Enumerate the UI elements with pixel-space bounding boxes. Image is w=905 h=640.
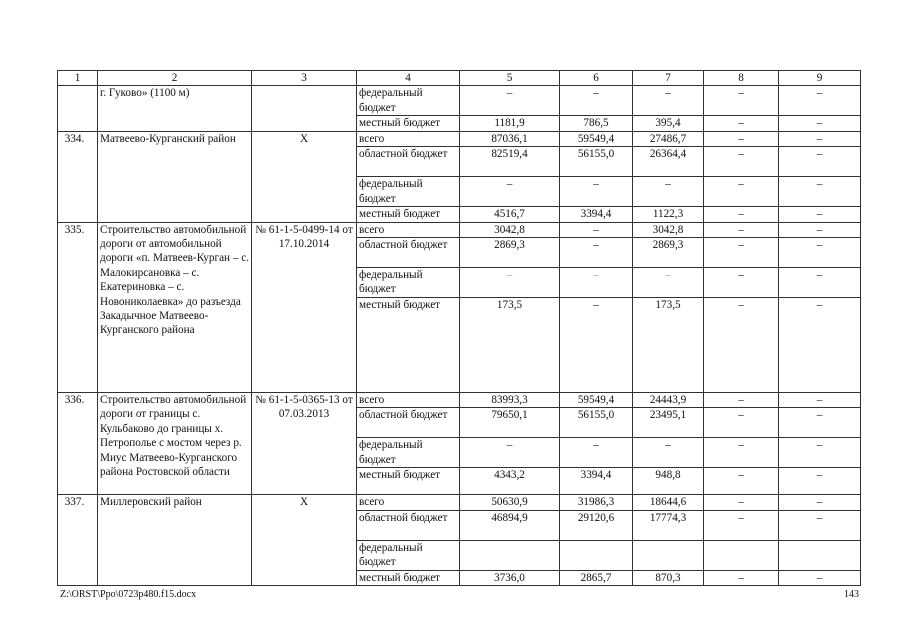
value-cell-5: 87036,1	[460, 131, 560, 146]
budget-table	[57, 70, 861, 586]
value-cell-9: –	[779, 268, 861, 298]
budget-source-label: федеральный бюджет	[357, 540, 460, 570]
item-document	[252, 86, 357, 131]
value-cell-5: 83993,3	[460, 393, 560, 408]
value-cell-8: –	[704, 393, 779, 408]
value-cell-7	[633, 540, 704, 570]
budget-source-label: всего	[357, 495, 460, 510]
value-cell-9: –	[779, 408, 861, 438]
budget-source-label: всего	[357, 393, 460, 408]
value-cell-8: –	[704, 495, 779, 510]
value-cell-6: 59549,4	[560, 393, 633, 408]
value-cell-7: 27486,7	[633, 131, 704, 146]
table-row	[58, 495, 861, 510]
budget-source-label: всего	[357, 131, 460, 146]
column-header: 6	[560, 71, 633, 86]
value-cell-7: 2869,3	[633, 238, 704, 268]
value-cell-8: –	[704, 147, 779, 177]
column-header: 9	[779, 71, 861, 86]
value-cell-5: –	[460, 177, 560, 207]
value-cell-7: 173,5	[633, 298, 704, 393]
column-header: 4	[357, 71, 460, 86]
value-cell-7: 948,8	[633, 468, 704, 495]
budget-source-label: местный бюджет	[357, 468, 460, 495]
budget-source-label: местный бюджет	[357, 116, 460, 131]
budget-source-label: местный бюджет	[357, 570, 460, 585]
value-cell-5: 79650,1	[460, 408, 560, 438]
value-cell-9: –	[779, 438, 861, 468]
table-body	[58, 71, 861, 586]
value-cell-6: –	[560, 177, 633, 207]
value-cell-8: –	[704, 222, 779, 237]
column-header: 1	[58, 71, 98, 86]
item-document: № 61-1-5-0499-14 от 17.10.2014	[252, 222, 357, 392]
column-header: 8	[704, 71, 779, 86]
value-cell-6: –	[560, 298, 633, 393]
item-number: 334.	[58, 131, 98, 222]
value-cell-5: 2869,3	[460, 238, 560, 268]
table-row	[58, 86, 861, 116]
footer-page-number: 143	[844, 589, 859, 600]
value-cell-6: –	[560, 438, 633, 468]
value-cell-9: –	[779, 510, 861, 540]
value-cell-8: –	[704, 177, 779, 207]
value-cell-6: 29120,6	[560, 510, 633, 540]
value-cell-9: –	[779, 86, 861, 116]
value-cell-5: –	[460, 438, 560, 468]
value-cell-9: –	[779, 238, 861, 268]
value-cell-8: –	[704, 438, 779, 468]
value-cell-6: 59549,4	[560, 131, 633, 146]
value-cell-9: –	[779, 116, 861, 131]
footer-file-path: Z:\ORST\Ppo\0723p480.f15.docx	[60, 589, 197, 600]
value-cell-6: –	[560, 238, 633, 268]
item-document: Х	[252, 131, 357, 222]
value-cell-5: 3736,0	[460, 570, 560, 585]
value-cell-8: –	[704, 468, 779, 495]
value-cell-8: –	[704, 131, 779, 146]
value-cell-7: 395,4	[633, 116, 704, 131]
budget-source-label: федеральный бюджет	[357, 438, 460, 468]
budget-source-label: областной бюджет	[357, 147, 460, 177]
value-cell-6: –	[560, 268, 633, 298]
value-cell-8: –	[704, 510, 779, 540]
value-cell-5: 3042,8	[460, 222, 560, 237]
table-row	[58, 222, 861, 237]
value-cell-6: 31986,3	[560, 495, 633, 510]
column-header: 2	[98, 71, 252, 86]
value-cell-6: 3394,4	[560, 207, 633, 222]
item-number: 336.	[58, 393, 98, 495]
value-cell-8: –	[704, 116, 779, 131]
item-name: Матвеево-Курганский район	[98, 131, 252, 222]
item-name: Строительство автомобильной дороги от автомобильной дороги «п. Матвеев-Курган – с. Малокирсановка – с. Екатериновка – с. Новониколаевка» до разъезда Закадычное Матвеево-Курганского района	[98, 222, 252, 392]
value-cell-9: –	[779, 177, 861, 207]
item-name: г. Гуково» (1100 м)	[98, 86, 252, 131]
value-cell-9	[779, 540, 861, 570]
value-cell-8: –	[704, 207, 779, 222]
value-cell-5	[460, 540, 560, 570]
value-cell-8: –	[704, 298, 779, 393]
budget-source-label: всего	[357, 222, 460, 237]
budget-source-label: местный бюджет	[357, 298, 460, 393]
value-cell-7: 17774,3	[633, 510, 704, 540]
value-cell-9: –	[779, 147, 861, 177]
budget-source-label: федеральный бюджет	[357, 86, 460, 116]
value-cell-5: 173,5	[460, 298, 560, 393]
value-cell-5: –	[460, 268, 560, 298]
value-cell-5: 4516,7	[460, 207, 560, 222]
value-cell-9: –	[779, 393, 861, 408]
item-name: Миллеровский район	[98, 495, 252, 586]
item-number: 337.	[58, 495, 98, 586]
budget-source-label: местный бюджет	[357, 207, 460, 222]
value-cell-9: –	[779, 495, 861, 510]
value-cell-7: 3042,8	[633, 222, 704, 237]
value-cell-6: –	[560, 222, 633, 237]
value-cell-7: 24443,9	[633, 393, 704, 408]
item-document: Х	[252, 495, 357, 586]
value-cell-5: 46894,9	[460, 510, 560, 540]
value-cell-7: –	[633, 438, 704, 468]
budget-source-label: федеральный бюджет	[357, 268, 460, 298]
value-cell-6: 56155,0	[560, 408, 633, 438]
column-header: 5	[460, 71, 560, 86]
budget-source-label: областной бюджет	[357, 238, 460, 268]
column-header: 3	[252, 71, 357, 86]
value-cell-6	[560, 540, 633, 570]
value-cell-5: 1181,9	[460, 116, 560, 131]
value-cell-9: –	[779, 298, 861, 393]
budget-source-label: федеральный бюджет	[357, 177, 460, 207]
item-number: 335.	[58, 222, 98, 392]
budget-source-label: областной бюджет	[357, 510, 460, 540]
value-cell-7: 26364,4	[633, 147, 704, 177]
value-cell-7: 18644,6	[633, 495, 704, 510]
table-row	[58, 393, 861, 408]
value-cell-7: –	[633, 86, 704, 116]
value-cell-5: –	[460, 86, 560, 116]
value-cell-8: –	[704, 408, 779, 438]
value-cell-6: 2865,7	[560, 570, 633, 585]
value-cell-7: –	[633, 268, 704, 298]
budget-source-label: областной бюджет	[357, 408, 460, 438]
item-number	[58, 86, 98, 131]
value-cell-6: 56155,0	[560, 147, 633, 177]
value-cell-5: 4343,2	[460, 468, 560, 495]
item-document: № 61-1-5-0365-13 от 07.03.2013	[252, 393, 357, 495]
value-cell-9: –	[779, 131, 861, 146]
value-cell-8: –	[704, 86, 779, 116]
value-cell-8: –	[704, 268, 779, 298]
value-cell-9: –	[779, 222, 861, 237]
header-row	[58, 71, 861, 86]
value-cell-7: 870,3	[633, 570, 704, 585]
value-cell-8: –	[704, 570, 779, 585]
value-cell-5: 82519,4	[460, 147, 560, 177]
value-cell-6: 786,5	[560, 116, 633, 131]
value-cell-7: 23495,1	[633, 408, 704, 438]
value-cell-8: –	[704, 238, 779, 268]
value-cell-6: –	[560, 86, 633, 116]
value-cell-9: –	[779, 207, 861, 222]
value-cell-5: 50630,9	[460, 495, 560, 510]
value-cell-8	[704, 540, 779, 570]
column-header: 7	[633, 71, 704, 86]
value-cell-9: –	[779, 468, 861, 495]
item-name: Строительство автомобильной дороги от границы с. Кульбаково до границы х. Петрополье с мостом через р. Миус Матвеево-Курганского района Ростовской области	[98, 393, 252, 495]
value-cell-7: –	[633, 177, 704, 207]
value-cell-7: 1122,3	[633, 207, 704, 222]
table-row	[58, 131, 861, 146]
value-cell-6: 3394,4	[560, 468, 633, 495]
value-cell-9: –	[779, 570, 861, 585]
